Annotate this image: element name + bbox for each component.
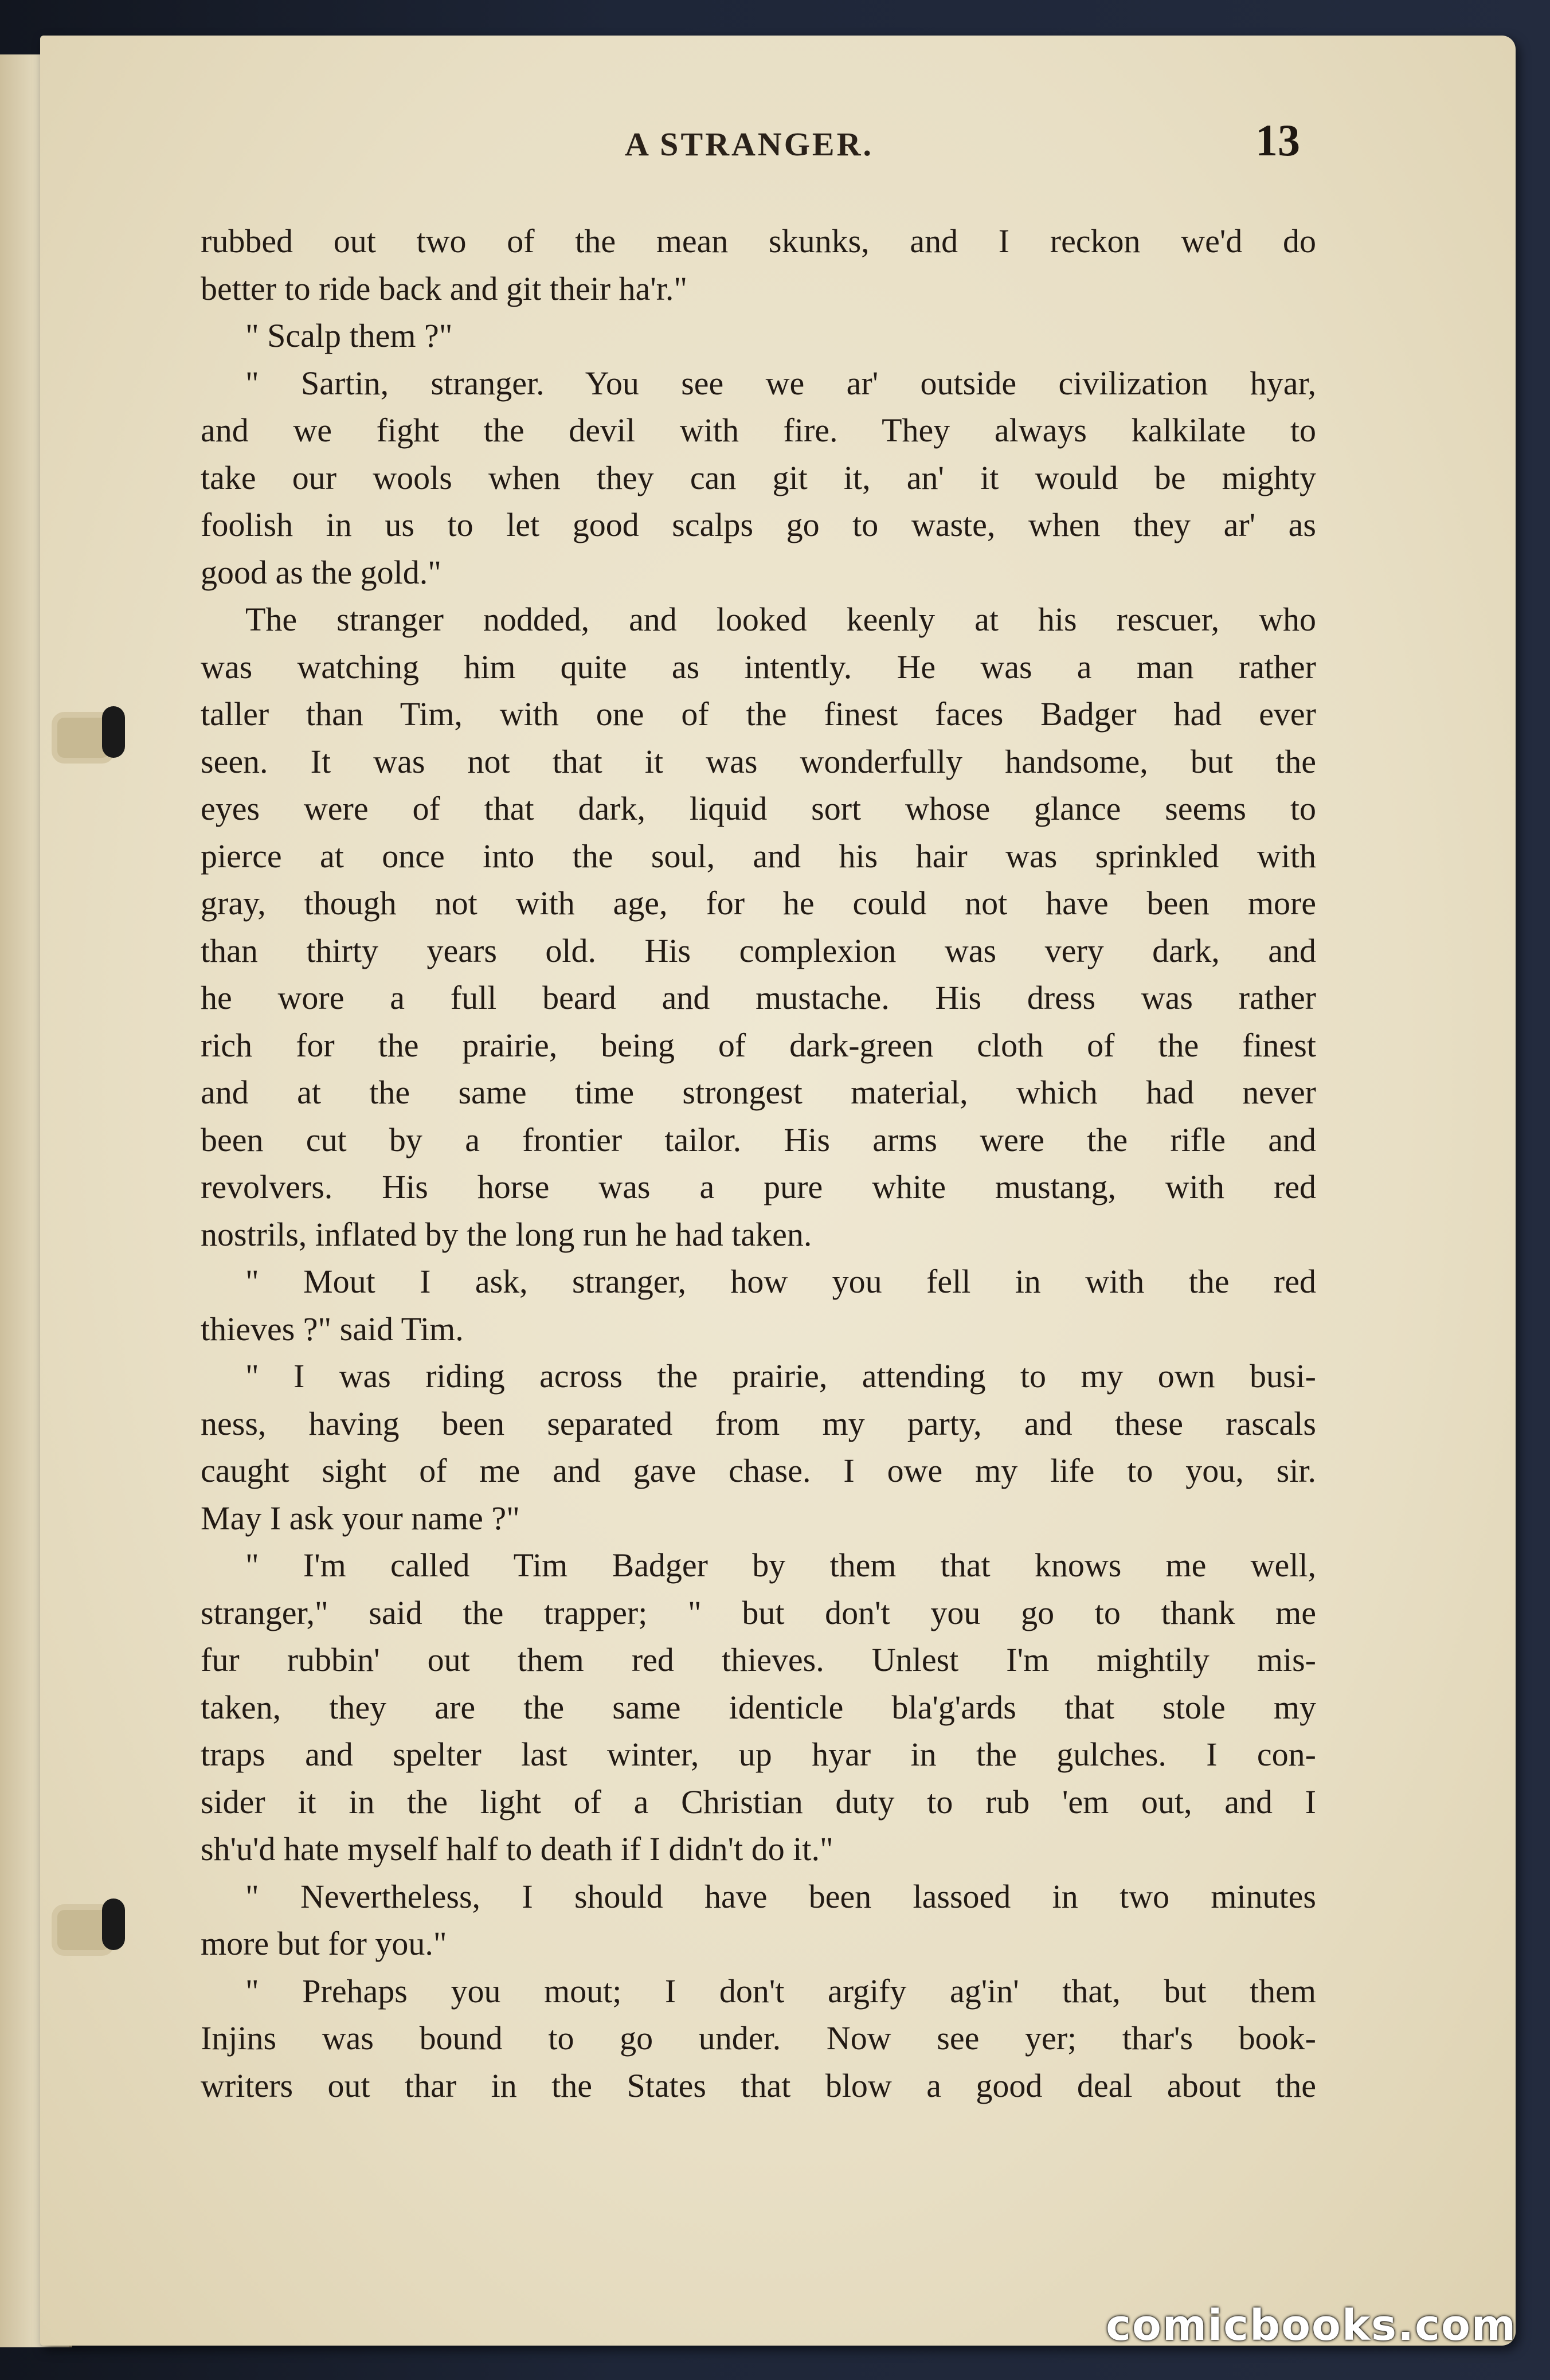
text-line: revolvers. His horse was a pure white mustang, with red bbox=[201, 1168, 1316, 1205]
text-line: " I'm called Tim Badger by them that knows me well, bbox=[245, 1547, 1316, 1584]
text-line: ness, having been separated from my party, and these rascals bbox=[201, 1404, 1316, 1442]
text-line: " Sartin, stranger. You see we ar' outside civilization hyar, bbox=[245, 364, 1316, 402]
text-line: and at the same time strongest material, which had never bbox=[201, 1074, 1316, 1111]
text-line: sider it in the light of a Christian duty to rub 'em out, and I bbox=[201, 1783, 1316, 1821]
stitch-hole bbox=[102, 706, 125, 758]
text-line: better to ride back and git their ha'r." bbox=[201, 269, 688, 307]
text-line: take our wools when they can git it, an' it would be mighty bbox=[201, 459, 1316, 496]
text-line: caught sight of me and gave chase. I owe my life to you, sir. bbox=[201, 1452, 1316, 1489]
text-line: Injins was bound to go under. Now see yer; thar's book- bbox=[201, 2019, 1316, 2057]
text-line: May I ask your name ?" bbox=[201, 1499, 520, 1537]
text-line: fur rubbin' out them red thieves. Unlest I'm mightily mis- bbox=[201, 1641, 1316, 1678]
page-number: 13 bbox=[1255, 115, 1300, 165]
running-head: A STRANGER. bbox=[625, 126, 874, 163]
text-line: " Nevertheless, I should have been lassoed in two minutes bbox=[245, 1877, 1316, 1915]
text-line: was watching him quite as intently. He was a man rather bbox=[201, 648, 1316, 686]
text-line: " I was riding across the prairie, attending to my own busi- bbox=[245, 1357, 1316, 1395]
binding-stitch-upper bbox=[40, 689, 115, 775]
text-line: than thirty years old. His complexion was very dark, and bbox=[201, 931, 1316, 969]
text-line: foolish in us to let good scalps go to waste, when they ar' as bbox=[201, 506, 1316, 543]
text-line: " Prehaps you mout; I don't argify ag'in' that, but them bbox=[245, 1972, 1316, 2010]
text-line: traps and spelter last winter, up hyar in the gulches. I con- bbox=[201, 1736, 1316, 1773]
text-line: and we fight the devil with fire. They always kalkilate to bbox=[201, 412, 1316, 449]
text-line: thieves ?" said Tim. bbox=[201, 1310, 464, 1348]
text-line: The stranger nodded, and looked keenly at his rescuer, who bbox=[245, 601, 1316, 638]
site-watermark: comicbooks.com bbox=[1106, 2301, 1517, 2350]
text-line: " Mout I ask, stranger, how you fell in with the red bbox=[245, 1263, 1316, 1300]
text-line: good as the gold." bbox=[201, 553, 441, 591]
text-line: gray, though not with age, for he could not have been more bbox=[201, 884, 1316, 922]
text-line: writers out thar in the States that blow a good deal about the bbox=[201, 2066, 1316, 2104]
text-line: been cut by a frontier tailor. His arms were the rifle and bbox=[201, 1121, 1316, 1158]
text-line: taken, they are the same identicle bla'g'ards that stole my bbox=[201, 1688, 1316, 1726]
text-line: he wore a full beard and mustache. His dress was rather bbox=[201, 979, 1316, 1016]
stitch-hole bbox=[102, 1898, 125, 1950]
text-line: stranger," said the trapper; " but don't you go to thank me bbox=[201, 1594, 1316, 1631]
text-line: sh'u'd hate myself half to death if I didn't do it." bbox=[201, 1830, 833, 1868]
text-line: rubbed out two of the mean skunks, and I reckon we'd do bbox=[201, 222, 1316, 260]
binding-stitch-lower bbox=[40, 1881, 115, 1967]
text-line: " Scalp them ?" bbox=[245, 317, 453, 354]
text-line: rich for the prairie, being of dark-green cloth of the finest bbox=[201, 1026, 1316, 1064]
text-line: more but for you." bbox=[201, 1925, 447, 1962]
text-line: seen. It was not that it was wonderfully handsome, but the bbox=[201, 742, 1316, 780]
text-line: taller than Tim, with one of the finest faces Badger had ever bbox=[201, 695, 1316, 733]
body-text bbox=[201, 218, 1316, 2109]
text-line: eyes were of that dark, liquid sort whose glance seems to bbox=[201, 790, 1316, 827]
text-line: pierce at once into the soul, and his hair was sprinkled with bbox=[201, 837, 1316, 875]
text-line: nostrils, inflated by the long run he had taken. bbox=[201, 1215, 812, 1253]
